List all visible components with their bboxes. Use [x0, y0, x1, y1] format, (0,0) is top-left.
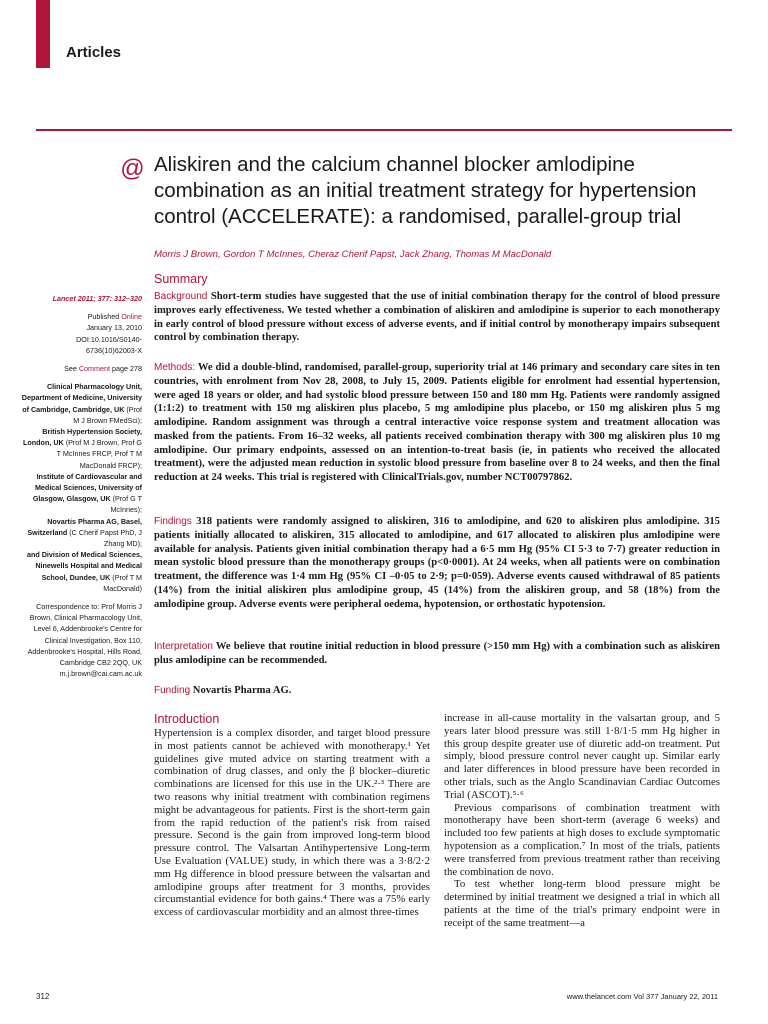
author-list: Morris J Brown, Gordon T McInnes, Cheraz Cherif Papst, Jack Zhang, Thomas M MacDonald [154, 249, 552, 260]
body-column-left [154, 727, 430, 919]
doi-line-1[interactable]: DOI:10.1016/S0140- [76, 334, 142, 344]
published-date: January 13, 2010 [86, 323, 142, 333]
summary-heading: Summary [154, 272, 208, 286]
comment-link[interactable]: Comment [78, 364, 111, 374]
at-sign-icon: @ [119, 155, 145, 182]
abstract-interpretation: Interpretation We believe that routine initial reduction in blood pressure (>150 mm Hg) with a combination such as aliskiren plus amlodipine can be recommended. [154, 641, 721, 666]
body-column-right [444, 712, 720, 930]
page-number: 312 [36, 992, 50, 1001]
affiliation: Clinical Pharmacology Unit, Department of Medicine, University of Cambridge, Cambridge, UK (Prof M J Brown FMedSci); [21, 382, 142, 425]
online-link[interactable]: Online [121, 312, 142, 322]
published-line: Published Online [87, 312, 142, 322]
affiliation: Novartis Pharma AG, Basel, Switzerland (C Cherif Papst PhD, J Zhang MD); [27, 516, 142, 549]
abstract-funding: Funding Novartis Pharma AG. [154, 685, 292, 696]
article-title: Aliskiren and the calcium channel blocker amlodipine combination as an initial treatment strategy for hypertension control (ACCELERATE): a randomised, parallel-group trial [154, 153, 697, 228]
doi-line-2[interactable]: 6736(10)62003-X [86, 345, 142, 355]
abstract-methods: Methods: We did a double-blind, randomised, parallel-group, superiority trial at 146 primary and secondary care sites in ten countries, with enrolment from Nov 28, 2008, to July 15, 2009. Patients eligible for enrolment had essential hypertension, were aged 18 years or older, and had systolic blood pressure between 150 and 180 mm Hg. Patients were randomly assigned (1:1:2) to treatment with 150 mg aliskiren plus placebo, 5 mg amlodipine plus placebo, or 150 mg aliskiren plus 5 mg amlodipine. Random assignment was through a central interactive voice response system and treatment allocation was masked from the patients. From 16–32 weeks, all patients received combination therapy with 300 mg aliskiren plus 10 mg amlodipine. Our primary endpoints, assessed on an intention-to-treat basis (ie, in patients who received the allocated treatment), were the adjusted mean reduction in systolic blood pressure from baseline over 8 to 24 weeks, and then the final reduction at 24 weeks. This trial is registered with ClinicalTrials.gov, number NCT00797862. [154, 362, 720, 483]
paragraph: Hypertension is a complex disorder, and target blood pressure in most patients cannot be achieved with monotherapy.¹ Yet guidelines give muted advice on starting treatment with a combination of drug classes, and only the β blocker–diuretic combinations are licensed for this use in the UK.²·³ There are two reasons why initial treatment with combination regimens might be advantageous for patients. First is the short-term gain from the rapid reduction of the patient's risk from raised pressure. Second is the gain from improved long-term blood pressure control. The Valsartan Antihypertensive Long-term Use Evaluation (VALUE) study, in which there was a 3·8/2·2 mm Hg difference in blood pressure between the valsartan and amlodipine groups after treatment for 3 months, provides circumstantial evidence for both gains.⁴ There was a 75% early excess of cardiovascular morbidity and an almost three-times [154, 727, 430, 919]
affiliation: British Hypertension Society, London, UK (Prof M J Brown, Prof G T McInnes FRCP, Prof T M MacDonald FRCP); [23, 427, 142, 470]
header-rule [36, 129, 732, 131]
section-label: Articles [66, 44, 122, 61]
correspondence: Correspondence to: Prof Morris J Brown, Clinical Pharmacology Unit, Level 6, Addenbrooke's Centre for Clinical Investigation, Box 110, Addenbrooke's Hospital, Hills Road, Cambridge CB2 2QQ, UK [27, 602, 142, 668]
citation: Lancet 2011; 377: 312–320 [52, 294, 142, 303]
see-comment: See Comment page 278 [64, 364, 142, 374]
paragraph: increase in all-cause mortality in the valsartan group, and 5 years later blood pressure was still 1·8/1·5 mm Hg higher in this group despite greater use of diuretic add-on treatment. Put simply, blood pressure control never caught up. Similar early and later differences in blood pressure have been recorded in other trials, such as the Anglo Scandinavian Cardiac Outcomes Trial (ASCOT).⁵·⁶ [444, 712, 720, 801]
affiliation: Institute of Cardiovascular and Medical Sciences, University of Glasgow, Glasgow, UK (Prof G T McInnes); [32, 471, 142, 515]
section-color-bar [36, 0, 50, 68]
paragraph: Previous comparisons of combination treatment with monotherapy have been short-term (average 6 weeks) and included too few patients at high doses to exclude symptomatic hypotension as a complication.⁷ In most of the trials, patients were transferred from previous treatment rather than receiving the combination de novo. [444, 801, 720, 878]
abstract-background: Background Short-term studies have suggested that the use of initial combination therapy for the control of blood pressure improves early effectiveness. We tested whether a combination of aliskiren and amlodipine is superior to each monotherapy in early control of blood pressure without excess of adverse events, and if initial control by monotherapy impairs subsequent control by combination therapy. [154, 291, 720, 344]
affiliation: and Division of Medical Sciences, Ninewells Hospital and Medical School, Dundee, UK (Prof T M MacDonald) [26, 550, 142, 593]
email-link[interactable]: m.j.brown@cai.cam.ac.uk [59, 669, 142, 679]
paragraph: To test whether long-term blood pressure might be determined by initial treatment we designed a trial in which all patients at the time of the trial's primary endpoint were in receipt of the same treatment—a [444, 878, 720, 929]
abstract-findings: Findings 318 patients were randomly assigned to aliskiren, 316 to amlodipine, and 620 to aliskiren plus amlodipine. 315 patients initially allocated to aliskiren, 315 allocated to amlodipine, and 617 allocated to aliskiren plus amlodipine were available for analysis. Patients given initial combination therapy had a 6·5 mm Hg (95% CI 5·3 to 7·7) greater reduction in mean systolic blood pressure than the monotherapy groups (p<0·0001). At 24 weeks, when all patients were on combination treatment, the difference was 1·4 mm Hg (95% CI –0·05 to 2·9; p=0·059). Adverse events caused withdrawal of 85 patients (14%) from the initial aliskiren plus amlodipine group, 45 (14%) from the aliskiren group, and 58 (18%) from the amlodipine group. Adverse events were peripheral oedema, hypotension, or orthostatic hypotension. [154, 516, 720, 610]
sidebar-meta [20, 293, 142, 680]
journal-info: www.thelancet.com Vol 377 January 22, 2011 [566, 992, 718, 1001]
introduction-heading: Introduction [154, 712, 220, 726]
